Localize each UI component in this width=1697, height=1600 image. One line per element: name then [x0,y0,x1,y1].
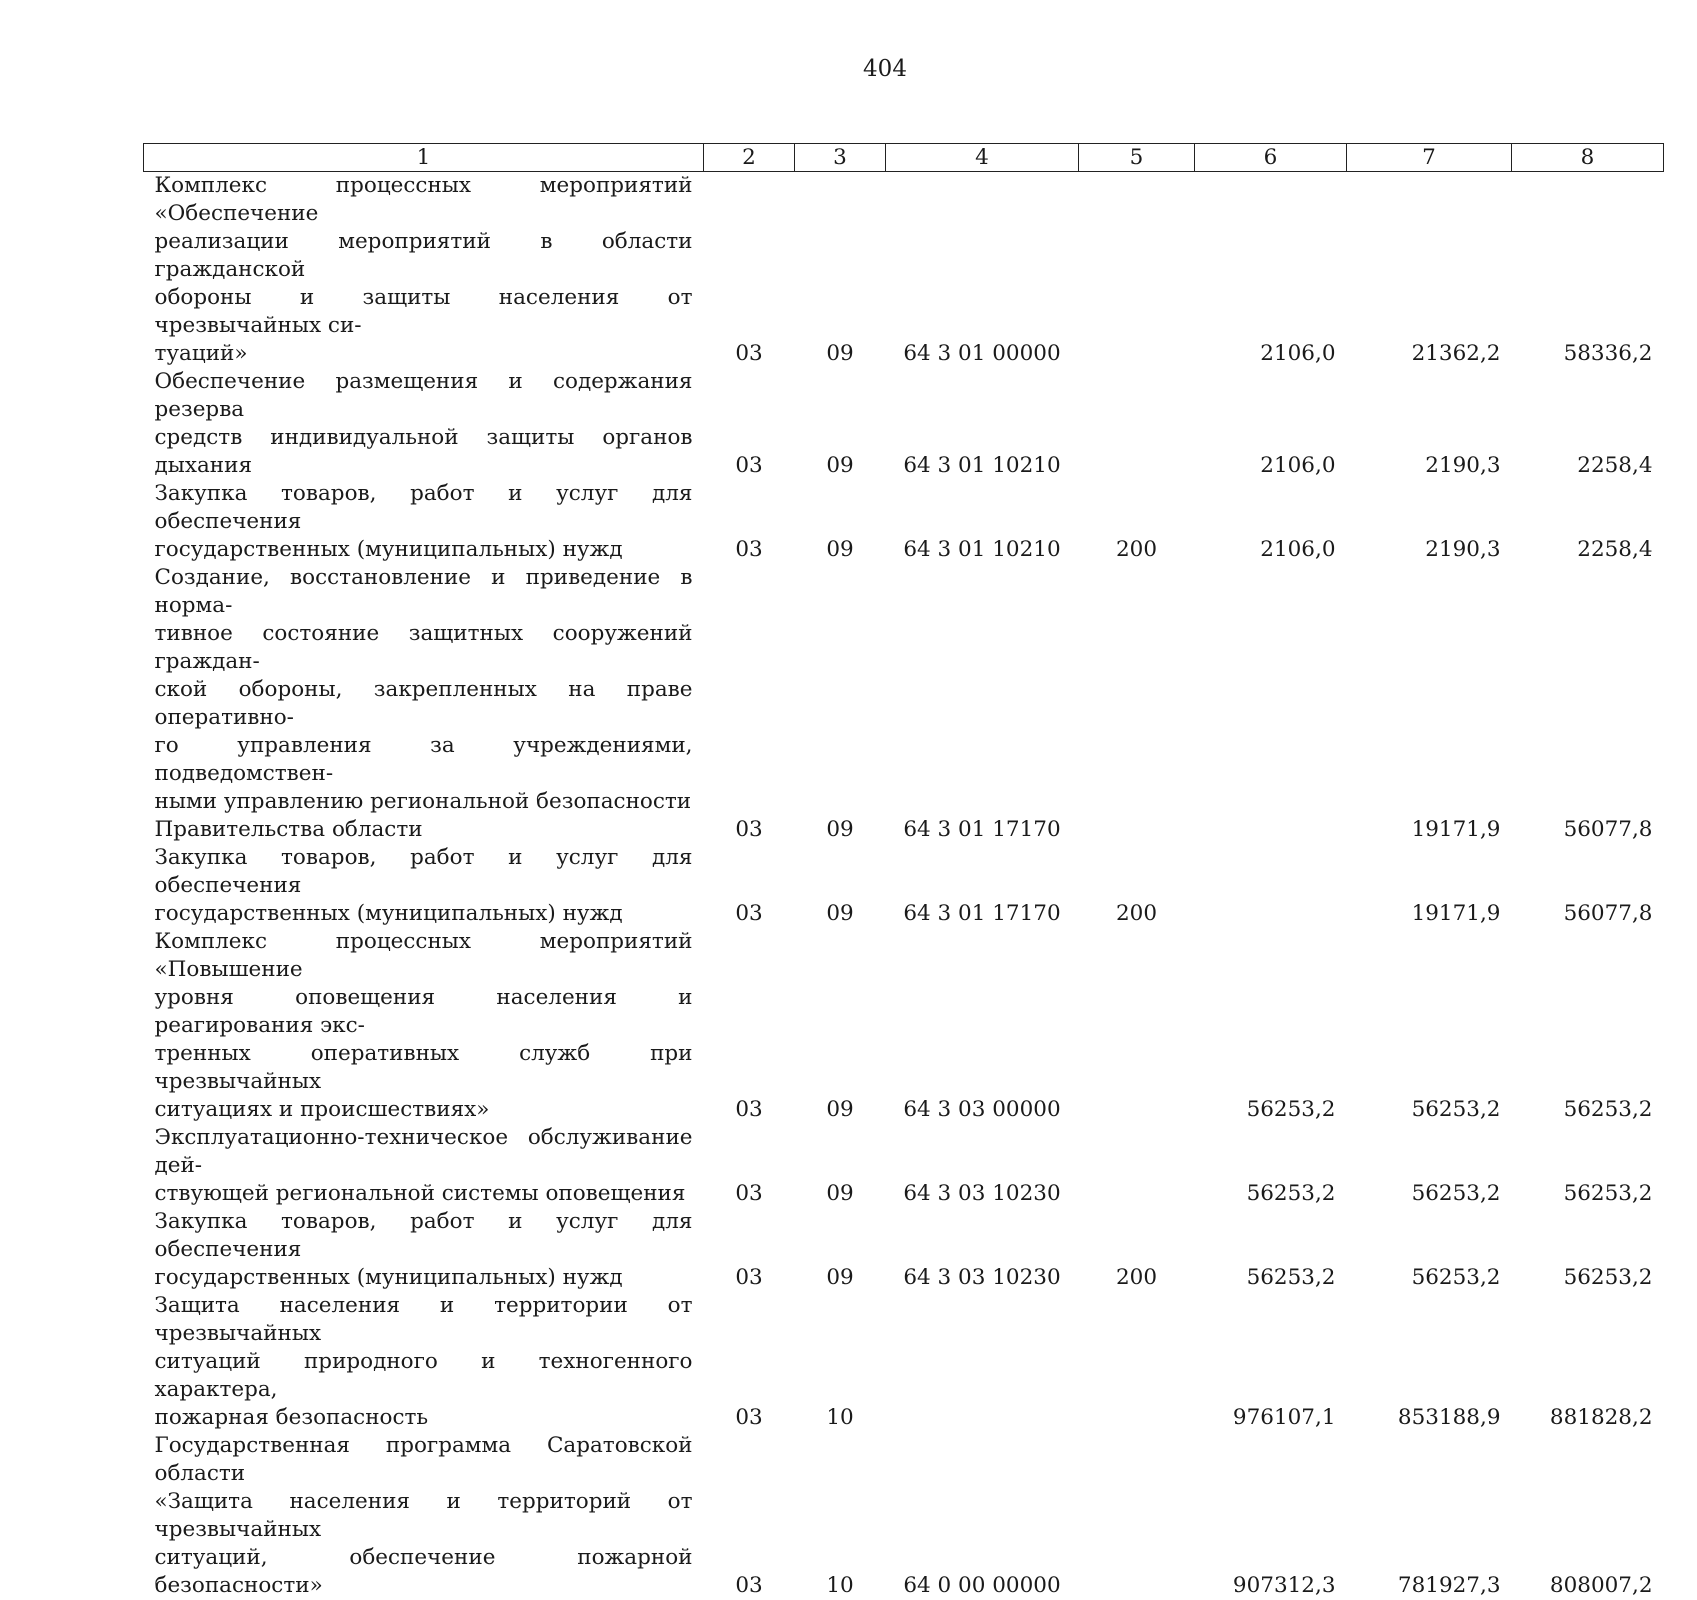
row-section: 03 [704,1208,795,1292]
row-target-article: 64 3 01 17170 [886,844,1079,928]
row-target-article: 64 3 03 10230 [886,1208,1079,1292]
header-row [144,144,1664,172]
row-description: Закупка товаров, работ и услуг для обеспечения государственных (муниципальных) нужд [144,480,704,564]
row-value-8: 58336,2 [1512,172,1664,369]
row-value-7: 2190,3 [1347,368,1512,480]
row-subsection: 09 [795,368,886,480]
row-value-8: 56253,2 [1512,1208,1664,1292]
row-target-article: 64 3 01 00000 [886,172,1079,369]
row-expense-type [1079,928,1195,1124]
row-expense-type: 200 [1079,1208,1195,1292]
row-expense-type: 200 [1079,844,1195,928]
row-description: Комплекс процессных мероприятий «Повышение уровня оповещения населения и реагирования экс- тренных оперативных служб при чрезвычайных ситуациях и происшествиях» [144,928,704,1124]
table-row [144,368,1664,480]
table-row [144,564,1664,844]
row-value-8: 56077,8 [1512,844,1664,928]
row-description: Эксплуатационно-техническое обслуживание дей- ствующей региональной системы оповещения [144,1124,704,1208]
row-value-6: 56253,2 [1195,928,1347,1124]
table-row [144,1124,1664,1208]
row-value-6: 2106,0 [1195,172,1347,369]
row-section: 03 [704,172,795,369]
table-row [144,1208,1664,1292]
row-value-8: 56077,8 [1512,564,1664,844]
row-target-article: 64 3 01 10210 [886,368,1079,480]
row-description: Создание, восстановление и приведение в норма- тивное состояние защитных сооружений граждан- ской обороны, закрепленных на праве оперативно- го управления за учреждениями, подведомствен- ными управлению региональной безопасности Правительства области [144,564,704,844]
row-expense-type [1079,1124,1195,1208]
row-value-6 [1195,844,1347,928]
row-subsection: 09 [795,1208,886,1292]
table-row [144,844,1664,928]
row-value-8: 2258,4 [1512,480,1664,564]
row-value-6 [1195,564,1347,844]
row-section: 03 [704,1124,795,1208]
header-col-8: 8 [1512,144,1664,172]
table-row [144,480,1664,564]
row-subsection: 10 [795,1292,886,1432]
row-description: Комплекс процессных мероприятий «Обеспечение реализации мероприятий в области гражданской обороны и защиты населения от чрезвычайных си- туаций» [144,172,704,369]
header-col-6: 6 [1195,144,1347,172]
row-section: 03 [704,480,795,564]
header-col-2: 2 [704,144,795,172]
row-value-6: 907312,3 [1195,1432,1347,1600]
row-expense-type [1079,172,1195,369]
table-row [144,172,1664,369]
row-subsection: 09 [795,928,886,1124]
row-value-8: 2258,4 [1512,368,1664,480]
row-value-6: 2106,0 [1195,368,1347,480]
row-subsection: 09 [795,480,886,564]
row-target-article: 64 3 03 10230 [886,1124,1079,1208]
row-value-6: 2106,0 [1195,480,1347,564]
row-target-article [886,1292,1079,1432]
row-value-7: 19171,9 [1347,564,1512,844]
row-expense-type [1079,1292,1195,1432]
row-section: 03 [704,844,795,928]
table-row [144,928,1664,1124]
row-section: 03 [704,564,795,844]
row-description: Закупка товаров, работ и услуг для обеспечения государственных (муниципальных) нужд [144,1208,704,1292]
row-subsection: 09 [795,172,886,369]
header-col-3: 3 [795,144,886,172]
row-subsection: 09 [795,844,886,928]
row-value-6: 976107,1 [1195,1292,1347,1432]
header-col-1: 1 [144,144,704,172]
row-description: Закупка товаров, работ и услуг для обеспечения государственных (муниципальных) нужд [144,844,704,928]
row-value-8: 808007,2 [1512,1432,1664,1600]
table-row [144,1432,1664,1600]
header-col-7: 7 [1347,144,1512,172]
row-value-7: 853188,9 [1347,1292,1512,1432]
header-col-5: 5 [1079,144,1195,172]
row-section: 03 [704,368,795,480]
row-value-6: 56253,2 [1195,1124,1347,1208]
row-target-article: 64 0 00 00000 [886,1432,1079,1600]
row-target-article: 64 3 01 10210 [886,480,1079,564]
row-value-6: 56253,2 [1195,1208,1347,1292]
row-value-7: 19171,9 [1347,844,1512,928]
row-value-8: 56253,2 [1512,928,1664,1124]
table-body [144,172,1664,1600]
row-value-8: 56253,2 [1512,1124,1664,1208]
row-value-7: 2190,3 [1347,480,1512,564]
row-description: Государственная программа Саратовской области «Защита населения и территорий от чрезвычайных ситуаций, обеспечение пожарной безопасности» [144,1432,704,1600]
row-value-7: 21362,2 [1347,172,1512,369]
row-value-8: 881828,2 [1512,1292,1664,1432]
row-section: 03 [704,1432,795,1600]
row-value-7: 56253,2 [1347,1124,1512,1208]
budget-table [143,143,1664,1600]
table-row [144,1292,1664,1432]
row-expense-type [1079,368,1195,480]
page-number: 404 [0,56,1697,82]
row-section: 03 [704,928,795,1124]
row-value-7: 56253,2 [1347,1208,1512,1292]
row-description: Обеспечение размещения и содержания резерва средств индивидуальной защиты органов дыхания [144,368,704,480]
table-header [144,144,1664,172]
row-value-7: 56253,2 [1347,928,1512,1124]
row-subsection: 09 [795,1124,886,1208]
header-col-4: 4 [886,144,1079,172]
row-subsection: 10 [795,1432,886,1600]
row-target-article: 64 3 01 17170 [886,564,1079,844]
row-description: Защита населения и территории от чрезвычайных ситуаций природного и техногенного характера, пожарная безопасность [144,1292,704,1432]
row-value-7: 781927,3 [1347,1432,1512,1600]
row-expense-type [1079,564,1195,844]
row-expense-type: 200 [1079,480,1195,564]
row-target-article: 64 3 03 00000 [886,928,1079,1124]
row-subsection: 09 [795,564,886,844]
row-section: 03 [704,1292,795,1432]
row-expense-type [1079,1432,1195,1600]
